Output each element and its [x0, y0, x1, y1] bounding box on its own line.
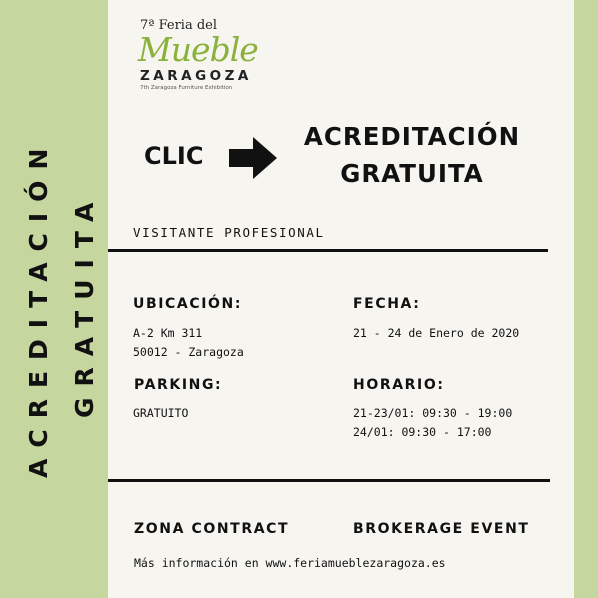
ubicacion-line1: A-2 Km 311 — [133, 326, 203, 340]
logo-edition: 7ª Feria del — [140, 18, 218, 33]
headline-line1: ACREDITACIÓN — [303, 122, 521, 151]
divider-bottom — [108, 479, 550, 482]
visitor-type: VISITANTE PROFESIONAL — [133, 225, 325, 240]
horario-line1: 21-23/01: 09:30 - 19:00 — [353, 406, 513, 420]
zona-contract-label: ZONA CONTRACT — [134, 521, 290, 537]
vertical-text-gratuita: GRATUITA — [70, 191, 99, 418]
ubicacion-line2: 50012 - Zaragoza — [133, 345, 244, 359]
logo-script-word: Mueble — [138, 30, 258, 69]
right-arrow-icon[interactable] — [229, 137, 277, 179]
ubicacion-label: UBICACIÓN: — [133, 296, 243, 312]
brokerage-event-label: BROKERAGE EVENT — [353, 521, 530, 537]
horario-label: HORARIO: — [353, 377, 445, 393]
right-green-band — [574, 0, 598, 598]
acreditacion-gratuita-link[interactable] — [283, 118, 541, 192]
vertical-text-acreditacion: ACREDITACIÓN — [24, 137, 53, 478]
logo-subtitle: 7th Zaragoza Furniture Exhibition — [140, 85, 233, 91]
clic-label[interactable]: CLIC — [144, 142, 204, 170]
headline-line2: GRATUITA — [340, 159, 484, 188]
feria-mueble-logo[interactable] — [138, 18, 278, 98]
parking-label: PARKING: — [134, 377, 223, 393]
logo-city: ZARAGOZA — [140, 68, 252, 84]
more-info-link[interactable]: Más información en www.feriamueblezaragoza.es — [134, 556, 446, 570]
fecha-label: FECHA: — [353, 296, 421, 312]
horario-line2: 24/01: 09:30 - 17:00 — [353, 425, 492, 439]
parking-value: GRATUITO — [133, 406, 189, 420]
divider-top — [108, 249, 548, 252]
fecha-value: 21 - 24 de Enero de 2020 — [353, 326, 520, 340]
